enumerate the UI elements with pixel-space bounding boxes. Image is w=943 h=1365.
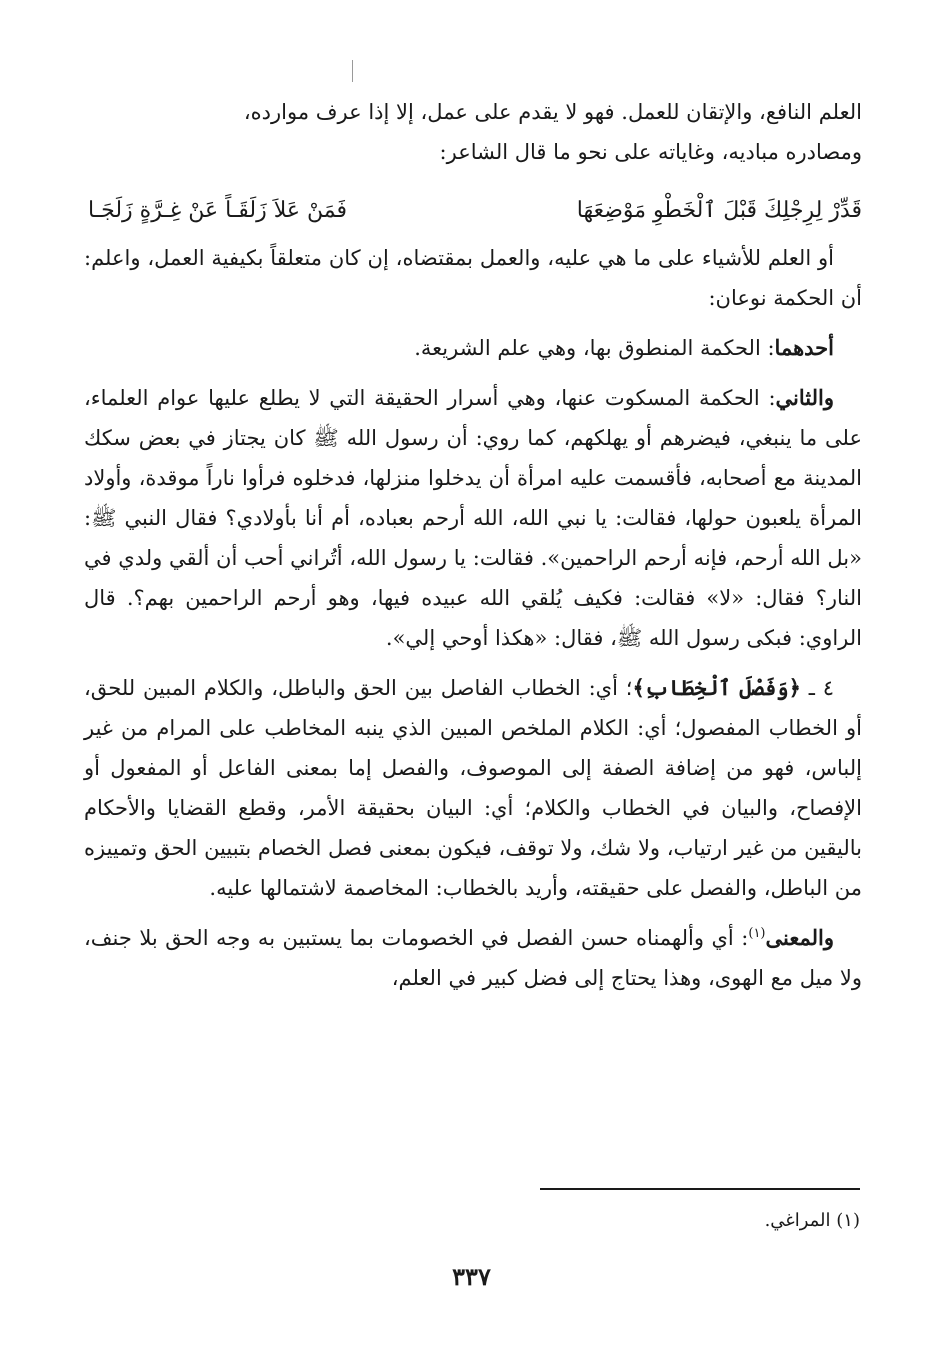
verse-first-hemistich: قَدِّرْ لِرِجْلِكَ قَبْلَ ٱلْخَطْوِ مَوْضِعَهَا xyxy=(576,197,862,223)
item-number: ٤ ـ xyxy=(800,676,834,700)
paragraph-item-4 xyxy=(84,668,862,908)
paragraph-knowledge: أو العلم للأشياء على ما هي عليه، والعمل بمقتضاه، إن كان متعلقاً بكيفية العمل، واعلم: أن الحكمة نوعان: xyxy=(84,246,862,310)
paragraph-meaning xyxy=(84,918,862,998)
second-type-label: والثاني xyxy=(775,385,834,410)
verse-second-hemistich: فَمَنْ عَلاَ زَلَقَـاً عَنْ غِـرَّةٍ زَلَجَـا xyxy=(88,197,347,223)
scan-artifact-line xyxy=(352,60,353,82)
page-number: ٣٣٧ xyxy=(452,1262,491,1291)
first-type-text: : الحكمة المنطوق بها، وهي علم الشريعة. xyxy=(414,336,775,360)
meaning-text: : أي وألهمناه حسن الفصل في الخصومات بما يستبين به وجه الحق بلا جنف، ولا ميل مع الهوى، وهذا يحتاج إلى فضل كبير في العلم، xyxy=(84,926,862,990)
main-body xyxy=(84,238,862,998)
meaning-label: والمعنى xyxy=(765,925,834,950)
footnote-ref: (١) xyxy=(748,926,766,941)
paragraph-first-type xyxy=(84,328,862,368)
quran-quote: ﴿وَفَصْلَ ٱلْخِطَابِ﴾ xyxy=(632,675,801,700)
poetry-verse xyxy=(88,188,862,232)
second-type-text: : الحكمة المسكوت عنها، وهي أسرار الحقيقة التي لا يطلع عليها عوام العلماء، على ما ينبغي، فيضرهم أو يهلكهم، كما روي: أن رسول الله ﷺ كان يجتاز في بعض سكك المدينة مع أصحابه، فأقسمت عليه امرأة أن يدخلوا منزلها، فدخلوه فرأوا ناراً موقدة، وأولاد المرأة يلعبون حولها، فقالت: يا نبي الله، الله أرحم بعباده، أم أنا بأولادي؟ فقال النبي ﷺ: «بل الله أرحم، فإنه أرحم الراحمين». فقالت: يا رسول الله، أتُراني أحب أن ألقي ولدي في النار؟ فقال: «لا» فقالت: فكيف يُلقي الله عبيده فيها، وهو أرحم الراحمين بهم؟. قال الراوي: فبكى رسول الله ﷺ، فقال: «هكذا أوحي إلي». xyxy=(84,386,862,650)
first-type-label: أحدهما xyxy=(774,335,834,360)
opening-line-1: العلم النافع، والإتقان للعمل. فهو لا يقدم على عمل، إلا إذا عرف موارده، xyxy=(243,100,862,124)
paragraph-second-type xyxy=(84,378,862,658)
item-4-text: ؛ أي: الخطاب الفاصل بين الحق والباطل، والكلام المبين للحق، أو الخطاب المفصول؛ أي: الكلام الملخص المبين الذي ينبه المخاطب على المرام من غير إلباس، فهو من إضافة الصفة إلى الموصوف، والفصل إما بمعنى الفاعل أو المفعول أو الإفصاح، والبيان في الخطاب والكلام؛ أي: البيان بحقيقة الأمر، وقطع القضايا والأحكام باليقين من غير ارتياب، ولا شك، ولا توقف، فيكون بمعنى فصل الخصام بتبيين الحق وتمييزه من الباطل، والفصل على حقيقته، وأريد بالخطاب: المخاصمة لاشتمالها عليه. xyxy=(84,676,862,900)
opening-paragraph xyxy=(84,92,862,172)
footnote-separator xyxy=(540,1188,860,1190)
opening-line-2: ومصادره مباديه، وغاياته على نحو ما قال الشاعر: xyxy=(439,140,862,164)
footnote: (١) المراغي. xyxy=(764,1210,860,1231)
